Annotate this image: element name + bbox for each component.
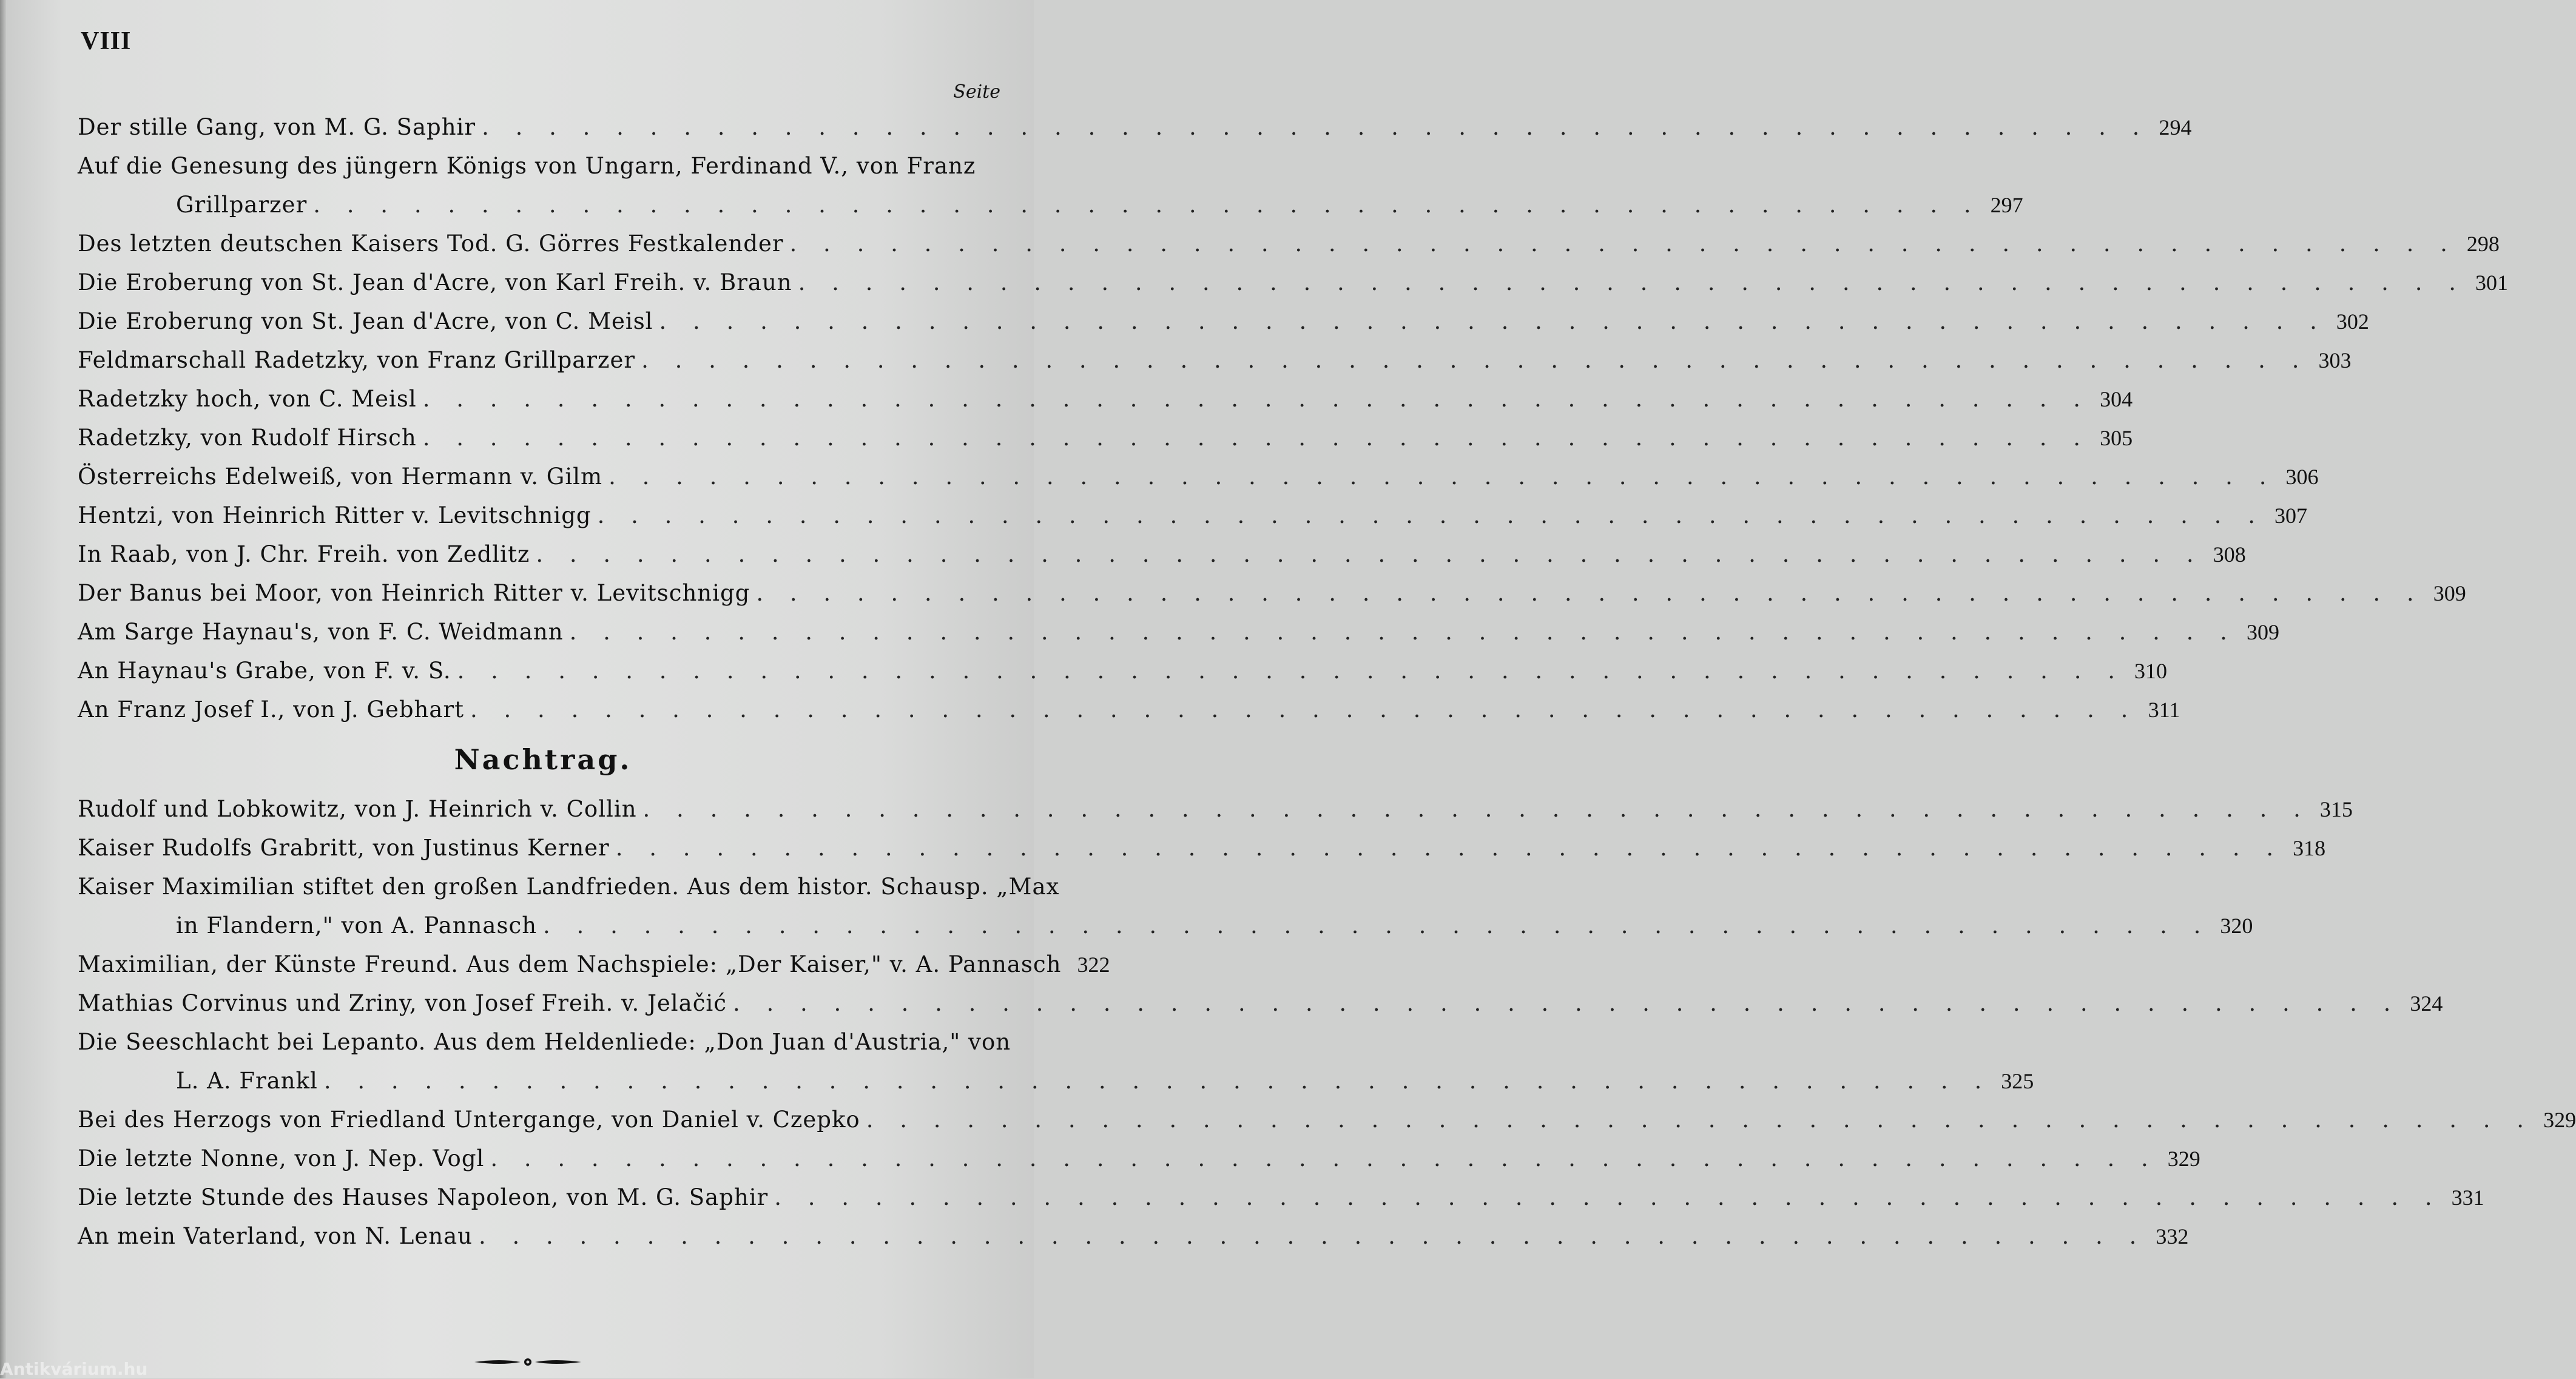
entry-page: 320 bbox=[2220, 914, 2253, 938]
toc-entry bbox=[73, 496, 2307, 535]
entry-title: Bei des Herzogs von Friedland Untergange, von Daniel v. Czepko bbox=[78, 1107, 860, 1133]
entry-title: Die Eroberung von St. Jean d'Acre, von C. Meisl bbox=[78, 308, 653, 334]
entry-page: 310 bbox=[2134, 659, 2167, 683]
entry-title: In Raab, von J. Chr. Freih. von Zedlitz bbox=[78, 541, 530, 567]
entry-page: 332 bbox=[2156, 1224, 2189, 1249]
toc-entry bbox=[73, 829, 2326, 868]
leader-dots: . . . . . . . . . . . . . . . . . . . . . . . . . . . . . . . . . . . . . . . . . . . . . . . . . . bbox=[641, 347, 2309, 373]
toc-entry bbox=[73, 652, 2167, 690]
leader-dots: . . . . . . . . . . . . . . . . . . . . . . . . . . . . . . . . . . . . . . . . . . . . . . . . . . bbox=[323, 1068, 1992, 1094]
table-of-contents bbox=[73, 108, 2576, 1256]
entry-page: 309 bbox=[2246, 620, 2279, 644]
entry-page: 329 bbox=[2543, 1108, 2576, 1132]
leader-dots: . . . . . . . . . . . . . . . . . . . . . . . . . . . . . . . . . . . . . . . . . . . . . . . . . . bbox=[609, 464, 2276, 490]
toc-entry bbox=[73, 945, 1110, 984]
leader-dots: . . . . . . . . . . . . . . . . . . . . . . . . . . . . . . . . . . . . . . . . . . . . . . . . . . bbox=[457, 658, 2125, 684]
leader-dots: . . . . . . . . . . . . . . . . . . . . . . . . . . . . . . . . . . . . . . . . . . . . . . . . . . bbox=[313, 192, 1981, 218]
leader-dots: . . . . . . . . . . . . . . . . . . . . . . . . . . . . . . . . . . . . . . . . . . . . . . . . . . bbox=[732, 990, 2401, 1016]
entry-title: Die Eroberung von St. Jean d'Acre, von Karl Freih. v. Braun bbox=[78, 269, 792, 295]
entry-title: in Flandern," von A. Pannasch bbox=[176, 912, 538, 939]
entry-title: L. A. Frankl bbox=[176, 1068, 318, 1094]
toc-entry bbox=[73, 984, 2443, 1023]
entry-title: An Haynau's Grabe, von F. v. S. bbox=[78, 658, 451, 684]
entry-page: 331 bbox=[2451, 1185, 2484, 1210]
leader-dots: . . . . . . . . . . . . . . . . . . . . . . . . . . . . . . . . . . . . . . . . . . . . . . . . . . bbox=[482, 114, 2149, 140]
leader-dots: . . . . . . . . . . . . . . . . . . . . . . . . . . . . . . . . . . . . . . . . . . . . . . . . . . bbox=[615, 835, 2284, 861]
toc-entry bbox=[73, 380, 2133, 419]
entry-page: 318 bbox=[2293, 836, 2326, 860]
entry-page: 297 bbox=[1990, 193, 2023, 217]
toc-entry bbox=[73, 790, 2353, 829]
entry-title: Der stille Gang, von M. G. Saphir bbox=[78, 114, 476, 140]
entry-page: 324 bbox=[2410, 991, 2443, 1016]
seite-column-label: Seite bbox=[953, 81, 1000, 103]
leader-dots: . . . . . . . . . . . . . . . . . . . . . . . . . . . . . . . . . . . . . . . . . . . . . . . . . . bbox=[543, 912, 2211, 939]
toc-entry bbox=[73, 1101, 2576, 1139]
entry-title: Die letzte Stunde des Hauses Napoleon, von M. G. Saphir bbox=[78, 1184, 769, 1210]
entry-title-line1: Kaiser Maximilian stiftet den großen Landfrieden. Aus dem histor. Schausp. „Max bbox=[78, 874, 1060, 900]
leader-dots: . . . . . . . . . . . . . . . . . . . . . . . . . . . . . . . . . . . . . . . . . . . . . . . . . . bbox=[642, 796, 2310, 822]
toc-entry bbox=[73, 147, 2023, 224]
leader-dots: . . . . . . . . . . . . . . . . . . . . . . . . . . . . . . . . . . . . . . . . . . . . . . . . . . bbox=[470, 696, 2138, 723]
toc-entry bbox=[73, 535, 2246, 574]
toc-entry bbox=[73, 108, 2192, 147]
entry-page: 307 bbox=[2274, 504, 2307, 528]
leader-dots: . . . . . . . . . . . . . . . . . . . . . . . . . . . . . . . . . . . . . . . . . . . . . . . . . . bbox=[478, 1223, 2146, 1249]
entry-page: 306 bbox=[2285, 465, 2319, 489]
entry-page: 309 bbox=[2433, 581, 2466, 605]
section-title-nachtrag: Nachtrag. bbox=[454, 743, 632, 776]
entry-page: 305 bbox=[2100, 426, 2133, 450]
entry-title: Radetzky, von Rudolf Hirsch bbox=[78, 425, 417, 451]
entry-page: 329 bbox=[2167, 1147, 2200, 1171]
entry-title: Kaiser Rudolfs Grabritt, von Justinus Kerner bbox=[78, 835, 610, 861]
toc-entry bbox=[73, 868, 2253, 945]
entry-page: 303 bbox=[2318, 348, 2352, 373]
entry-page: 298 bbox=[2466, 232, 2500, 256]
entry-page: 315 bbox=[2319, 797, 2353, 821]
entry-title: Radetzky hoch, von C. Meisl bbox=[78, 386, 417, 412]
entry-page: 302 bbox=[2336, 309, 2369, 334]
entry-title: Die letzte Nonne, von J. Nep. Vogl bbox=[78, 1145, 485, 1172]
toc-entry bbox=[73, 457, 2319, 496]
entry-title: Österreichs Edelweiß, von Hermann v. Gilm bbox=[78, 464, 603, 490]
toc-entry bbox=[73, 1023, 2034, 1101]
leader-dots: . . . . . . . . . . . . . . . . . . . . . . . . . . . . . . . . . . . . . . . . . . . . . . . . . . bbox=[490, 1145, 2158, 1172]
ornament-divider-icon bbox=[473, 1353, 582, 1371]
entry-title: Mathias Corvinus und Zriny, von Josef Freih. v. Jelačić bbox=[78, 990, 727, 1016]
leader-dots: . . . . . . . . . . . . . . . . . . . . . . . . . . . . . . . . . . . . . . . . . . . . . . . . . . bbox=[659, 308, 2327, 334]
leader-dots: . . . . . . . . . . . . . . . . . . . . . . . . . . . . . . . . . . . . . . . . . . . . . . . . . . bbox=[597, 502, 2265, 528]
toc-entry bbox=[73, 613, 2279, 652]
toc-entry bbox=[73, 263, 2508, 302]
entry-title-line1: Die Seeschlacht bei Lepanto. Aus dem Heldenliede: „Don Juan d'Austria," von bbox=[78, 1029, 1011, 1055]
toc-entry bbox=[73, 419, 2133, 457]
leader-dots: . . . . . . . . . . . . . . . . . . . . . . . . . . . . . . . . . . . . . . . . . . . . . . . . . . bbox=[756, 580, 2424, 606]
entry-page: 311 bbox=[2148, 698, 2180, 722]
entry-page: 304 bbox=[2100, 387, 2133, 411]
leader-dots: . . . . . . . . . . . . . . . . . . . . . . . . . . . . . . . . . . . . . . . . . . . . . . . . . . bbox=[422, 386, 2091, 412]
watermark: Antikvárium.hu bbox=[0, 1359, 148, 1379]
toc-entry bbox=[73, 574, 2466, 613]
entry-title: Des letzten deutschen Kaisers Tod. G. Görres Festkalender bbox=[78, 231, 784, 257]
entry-title: Der Banus bei Moor, von Heinrich Ritter v. Levitschnigg bbox=[78, 580, 750, 606]
leader-dots: . . . . . . . . . . . . . . . . . . . . . . . . . . . . . . . . . . . . . . . . . . . . . . . . . . bbox=[774, 1184, 2442, 1210]
entry-page: 301 bbox=[2475, 271, 2508, 295]
entry-title: Hentzi, von Heinrich Ritter v. Levitschnigg bbox=[78, 502, 592, 528]
toc-entry bbox=[73, 341, 2352, 380]
leader-dots: . . . . . . . . . . . . . . . . . . . . . . . . . . . . . . . . . . . . . . . . . . . . . . . . . . bbox=[866, 1107, 2534, 1133]
entry-title: Grillparzer bbox=[176, 192, 308, 218]
toc-entry bbox=[73, 1178, 2484, 1217]
entry-page: 322 bbox=[1077, 952, 1110, 977]
entry-title: Maximilian, der Künste Freund. Aus dem Nachspiele: „Der Kaiser," v. A. Pannasch bbox=[78, 951, 1062, 977]
entry-title: Rudolf und Lobkowitz, von J. Heinrich v. Collin bbox=[78, 796, 637, 822]
page-number: VIII bbox=[81, 27, 132, 55]
entry-page: 308 bbox=[2213, 542, 2246, 567]
entry-title: An mein Vaterland, von N. Lenau bbox=[78, 1223, 473, 1249]
leader-dots: . . . . . . . . . . . . . . . . . . . . . . . . . . . . . . . . . . . . . . . . . . . . . . . . . . bbox=[789, 231, 2457, 257]
entry-title: An Franz Josef I., von J. Gebhart bbox=[78, 696, 464, 723]
entry-title: Am Sarge Haynau's, von F. C. Weidmann bbox=[78, 619, 564, 645]
page-edge-shadow bbox=[0, 0, 6, 1378]
entry-page: 325 bbox=[2001, 1069, 2034, 1093]
entry-page: 294 bbox=[2159, 115, 2192, 140]
entry-title: Feldmarschall Radetzky, von Franz Grillparzer bbox=[78, 347, 636, 373]
leader-dots: . . . . . . . . . . . . . . . . . . . . . . . . . . . . . . . . . . . . . . . . . . . . . . . . . . bbox=[536, 541, 2203, 567]
leader-dots: . . . . . . . . . . . . . . . . . . . . . . . . . . . . . . . . . . . . . . . . . . . . . . . . . . bbox=[422, 425, 2091, 451]
toc-entry bbox=[73, 302, 2369, 341]
toc-entry bbox=[73, 690, 2180, 729]
leader-dots: . . . . . . . . . . . . . . . . . . . . . . . . . . . . . . . . . . . . . . . . . . . . . . . . . . bbox=[798, 269, 2466, 295]
toc-entry bbox=[73, 1217, 2189, 1256]
entry-title-line1: Auf die Genesung des jüngern Königs von Ungarn, Ferdinand V., von Franz bbox=[78, 153, 976, 179]
toc-entry bbox=[73, 224, 2500, 263]
leader-dots: . . . . . . . . . . . . . . . . . . . . . . . . . . . . . . . . . . . . . . . . . . . . . . . . . . bbox=[569, 619, 2237, 645]
toc-entry bbox=[73, 1139, 2200, 1178]
